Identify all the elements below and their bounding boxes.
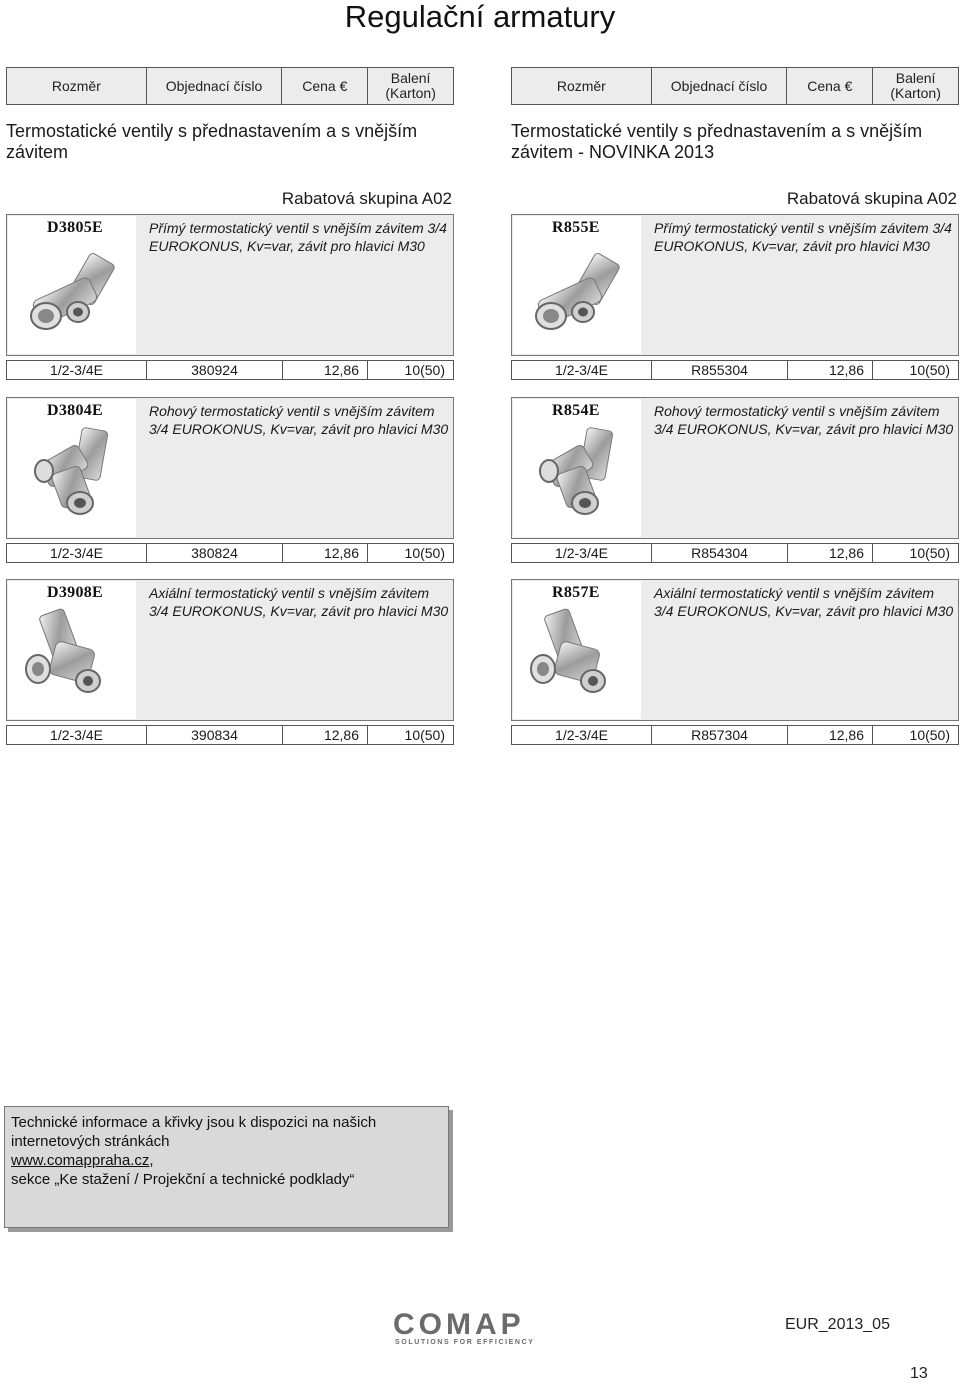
info-text [11,1113,442,1189]
packing-cell: 10(50) [909,362,950,378]
product-code: D3805E [47,219,104,236]
product-code: R854E [552,402,600,419]
product-code: R855E [552,219,600,236]
header-order-no: Objednací číslo [652,68,788,104]
document-code: EUR_2013_05 [785,1316,890,1333]
section-title: Termostatické ventily s přednastavením a s vnějším závitem [6,121,418,162]
page-number: 13 [910,1365,928,1382]
price-cell: 12,86 [283,726,368,744]
website-link[interactable]: www.comappraha.cz [11,1152,150,1169]
page-title: Regulační armatury [344,0,616,34]
price-cell: 12,86 [788,544,873,562]
product-code: D3804E [47,402,104,419]
header-packing: Balení (Karton) [890,70,941,101]
order-no-cell: 380824 [147,544,283,562]
packing-cell: 10(50) [404,727,445,743]
size-cell: 1/2-3/4E [7,726,147,744]
packing-cell: 10(50) [404,362,445,378]
order-no-cell: R857304 [652,726,788,744]
price-cell: 12,86 [283,361,368,379]
header-order-no: Objednací číslo [147,68,283,104]
price-cell: 12,86 [788,726,873,744]
product-description: Přímý termostatický ventil s vnějším závitem 3/4 EUROKONUS, Kv=var, závit pro hlavici M30 [654,220,952,254]
product-code: D3908E [47,584,104,601]
product-data-row [6,725,454,745]
size-cell: 1/2-3/4E [512,544,652,562]
product-data-row [6,543,454,563]
price-cell: 12,86 [283,544,368,562]
header-price: Cena € [787,68,873,104]
product-box [511,397,959,539]
packing-cell: 10(50) [909,545,950,561]
product-data-row [511,543,959,563]
size-cell: 1/2-3/4E [512,361,652,379]
discount-group: Rabatová skupina A02 [281,189,452,208]
size-cell: 1/2-3/4E [512,726,652,744]
info-link-line [11,1151,442,1170]
comap-logo [393,1310,563,1350]
product-data-row [6,360,454,380]
order-no-cell: 390834 [147,726,283,744]
order-no-cell: R854304 [652,544,788,562]
product-description: Rohový termostatický ventil s vnějším závitem 3/4 EUROKONUS, Kv=var, závit pro hlavici M30 [149,403,449,437]
order-no-cell: 380924 [147,361,283,379]
product-data-row [511,725,959,745]
header-size: Rozměr [512,68,652,104]
table-header [511,67,959,105]
packing-cell: 10(50) [909,727,950,743]
header-price: Cena € [282,68,368,104]
product-box [6,397,454,539]
discount-group: Rabatová skupina A02 [786,189,957,208]
packing-cell: 10(50) [404,545,445,561]
order-no-cell: R855304 [652,361,788,379]
product-description: Axiální termostatický ventil s vnějším závitem 3/4 EUROKONUS, Kv=var, závit pro hlavici M30 [654,585,954,619]
product-description: Přímý termostatický ventil s vnějším závitem 3/4 EUROKONUS, Kv=var, závit pro hlavici M30 [149,220,447,254]
product-description: Rohový termostatický ventil s vnějším závitem 3/4 EUROKONUS, Kv=var, závit pro hlavici M30 [654,403,954,437]
section-title: Termostatické ventily s přednastavením a s vnějším závitem - NOVINKA 2013 [511,121,923,162]
product-box [511,579,959,721]
table-header [6,67,454,105]
product-description: Axiální termostatický ventil s vnějším závitem 3/4 EUROKONUS, Kv=var, závit pro hlavici M30 [149,585,449,619]
logo-tagline: SOLUTIONS FOR EFFICIENCY [395,1339,535,1346]
info-box [4,1106,449,1228]
logo-wordmark: COMAP [393,1308,525,1341]
header-size: Rozměr [7,68,147,104]
info-line: sekce „Ke stažení / Projekční a technické podklady“ [11,1171,355,1188]
link-suffix: , [149,1152,154,1169]
product-data-row [511,360,959,380]
product-code: R857E [552,584,600,601]
product-box [6,214,454,356]
size-cell: 1/2-3/4E [7,544,147,562]
price-cell: 12,86 [788,361,873,379]
size-cell: 1/2-3/4E [7,361,147,379]
product-box [511,214,959,356]
header-packing: Balení (Karton) [385,70,436,101]
info-line: Technické informace a křivky jsou k dispozici na našich internetových stránkách [11,1114,377,1150]
product-box [6,579,454,721]
